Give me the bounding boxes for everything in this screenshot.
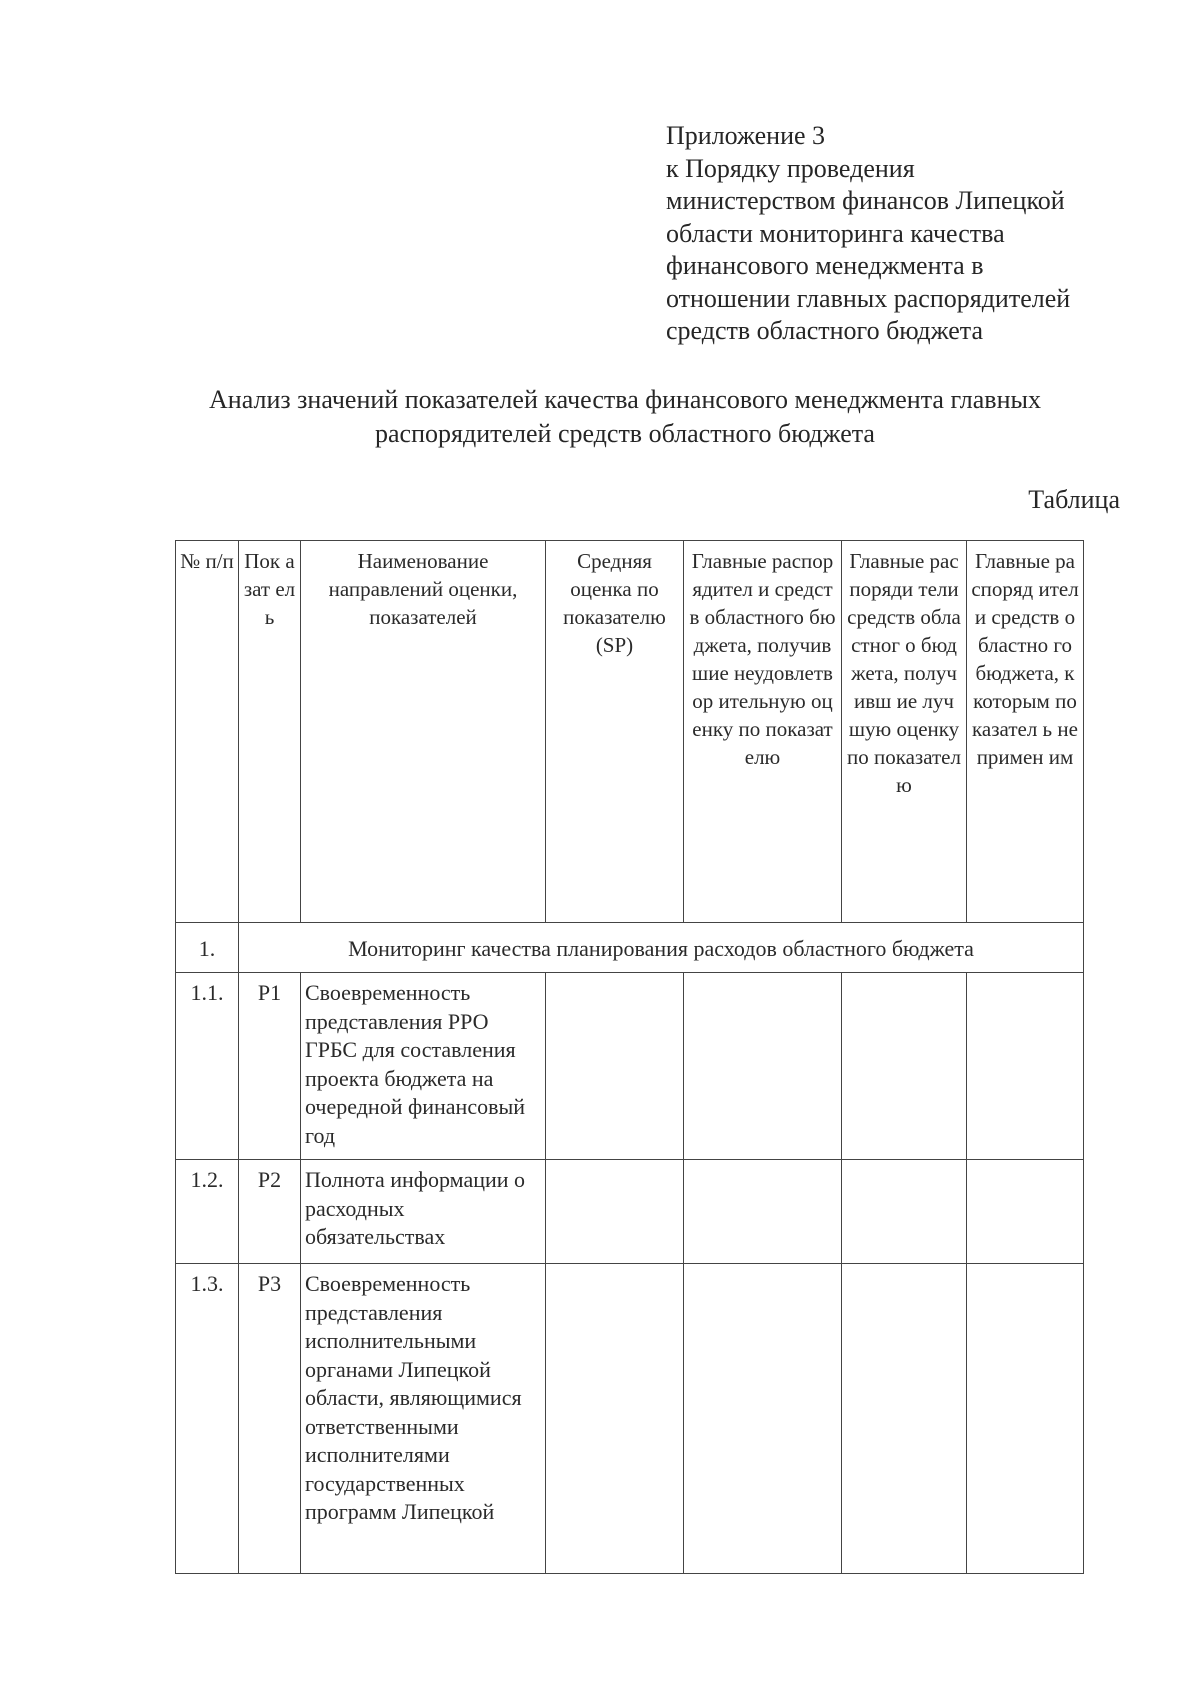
- appendix-line: к Порядку проведения: [666, 153, 915, 183]
- row-name: Своевременность представления исполнительными органами Липецкой области, являющимися ответственными исполнителями государственных программ Липецкой: [301, 1264, 546, 1574]
- appendix-line: области мониторинга качества: [666, 218, 1005, 248]
- section-number: 1.: [176, 923, 239, 973]
- header-average-score: Средняя оценка по показателю (SP): [546, 541, 684, 923]
- section-row: [176, 923, 1084, 973]
- row-cell-not-applicable: [967, 973, 1084, 1160]
- row-cell-best: [842, 1160, 967, 1264]
- table-row: [176, 973, 1084, 1160]
- row-code: P2: [239, 1160, 301, 1264]
- table-label: Таблица: [1028, 485, 1120, 514]
- row-code: P1: [239, 973, 301, 1160]
- row-number: 1.3.: [176, 1264, 239, 1574]
- row-name: Своевременность представления РРО ГРБС для составления проекта бюджета на очередной финансовый год: [301, 973, 546, 1160]
- header-not-applicable: Главные распоряд ители средств областно го бюджета, к которым показател ь непримен им: [967, 541, 1084, 923]
- row-cell-not-applicable: [967, 1264, 1084, 1574]
- header-best: Главные распоряди тели средств областног о бюджета, получивш ие лучшую оценку по показател ю: [842, 541, 967, 923]
- appendix-line: Приложение 3: [666, 121, 826, 150]
- row-cell-best: [842, 973, 967, 1160]
- table-row: [176, 1160, 1084, 1264]
- header-indicator: Пок азат ель: [239, 541, 301, 923]
- row-number: 1.2.: [176, 1160, 239, 1264]
- row-cell-unsatisfactory: [684, 973, 842, 1160]
- header-unsatisfactory: Главные распорядител и средств областного бюджета, получившие неудовлетвор ительную оценку по показателю: [684, 541, 842, 923]
- row-code: P3: [239, 1264, 301, 1574]
- title-line-1: Анализ значений показателей качества финансового менеджмента главных: [209, 385, 1041, 414]
- document-title: [150, 383, 1100, 451]
- table-header-row: [176, 541, 1084, 923]
- row-cell-average: [546, 1160, 684, 1264]
- row-cell-unsatisfactory: [684, 1160, 842, 1264]
- analysis-table: [175, 540, 1084, 1574]
- row-name: Полнота информации о расходных обязательствах: [301, 1160, 546, 1264]
- header-name: Наименование направлений оценки, показателей: [301, 541, 546, 923]
- row-number: 1.1.: [176, 973, 239, 1160]
- row-cell-not-applicable: [967, 1160, 1084, 1264]
- row-cell-average: [546, 973, 684, 1160]
- row-cell-average: [546, 1264, 684, 1574]
- table-row: [176, 1264, 1084, 1574]
- appendix-header: [666, 120, 1166, 348]
- header-number: № п/п: [176, 541, 239, 923]
- appendix-line: отношении главных распорядителей: [666, 283, 1071, 313]
- appendix-line: министерством финансов Липецкой: [666, 186, 1065, 215]
- title-line-2: распорядителей средств областного бюджета: [375, 419, 875, 448]
- row-cell-best: [842, 1264, 967, 1574]
- appendix-line: средств областного бюджета: [666, 316, 984, 345]
- appendix-line: финансового менеджмента в: [666, 251, 984, 280]
- section-title: Мониторинг качества планирования расходов областного бюджета: [239, 923, 1084, 973]
- row-cell-unsatisfactory: [684, 1264, 842, 1574]
